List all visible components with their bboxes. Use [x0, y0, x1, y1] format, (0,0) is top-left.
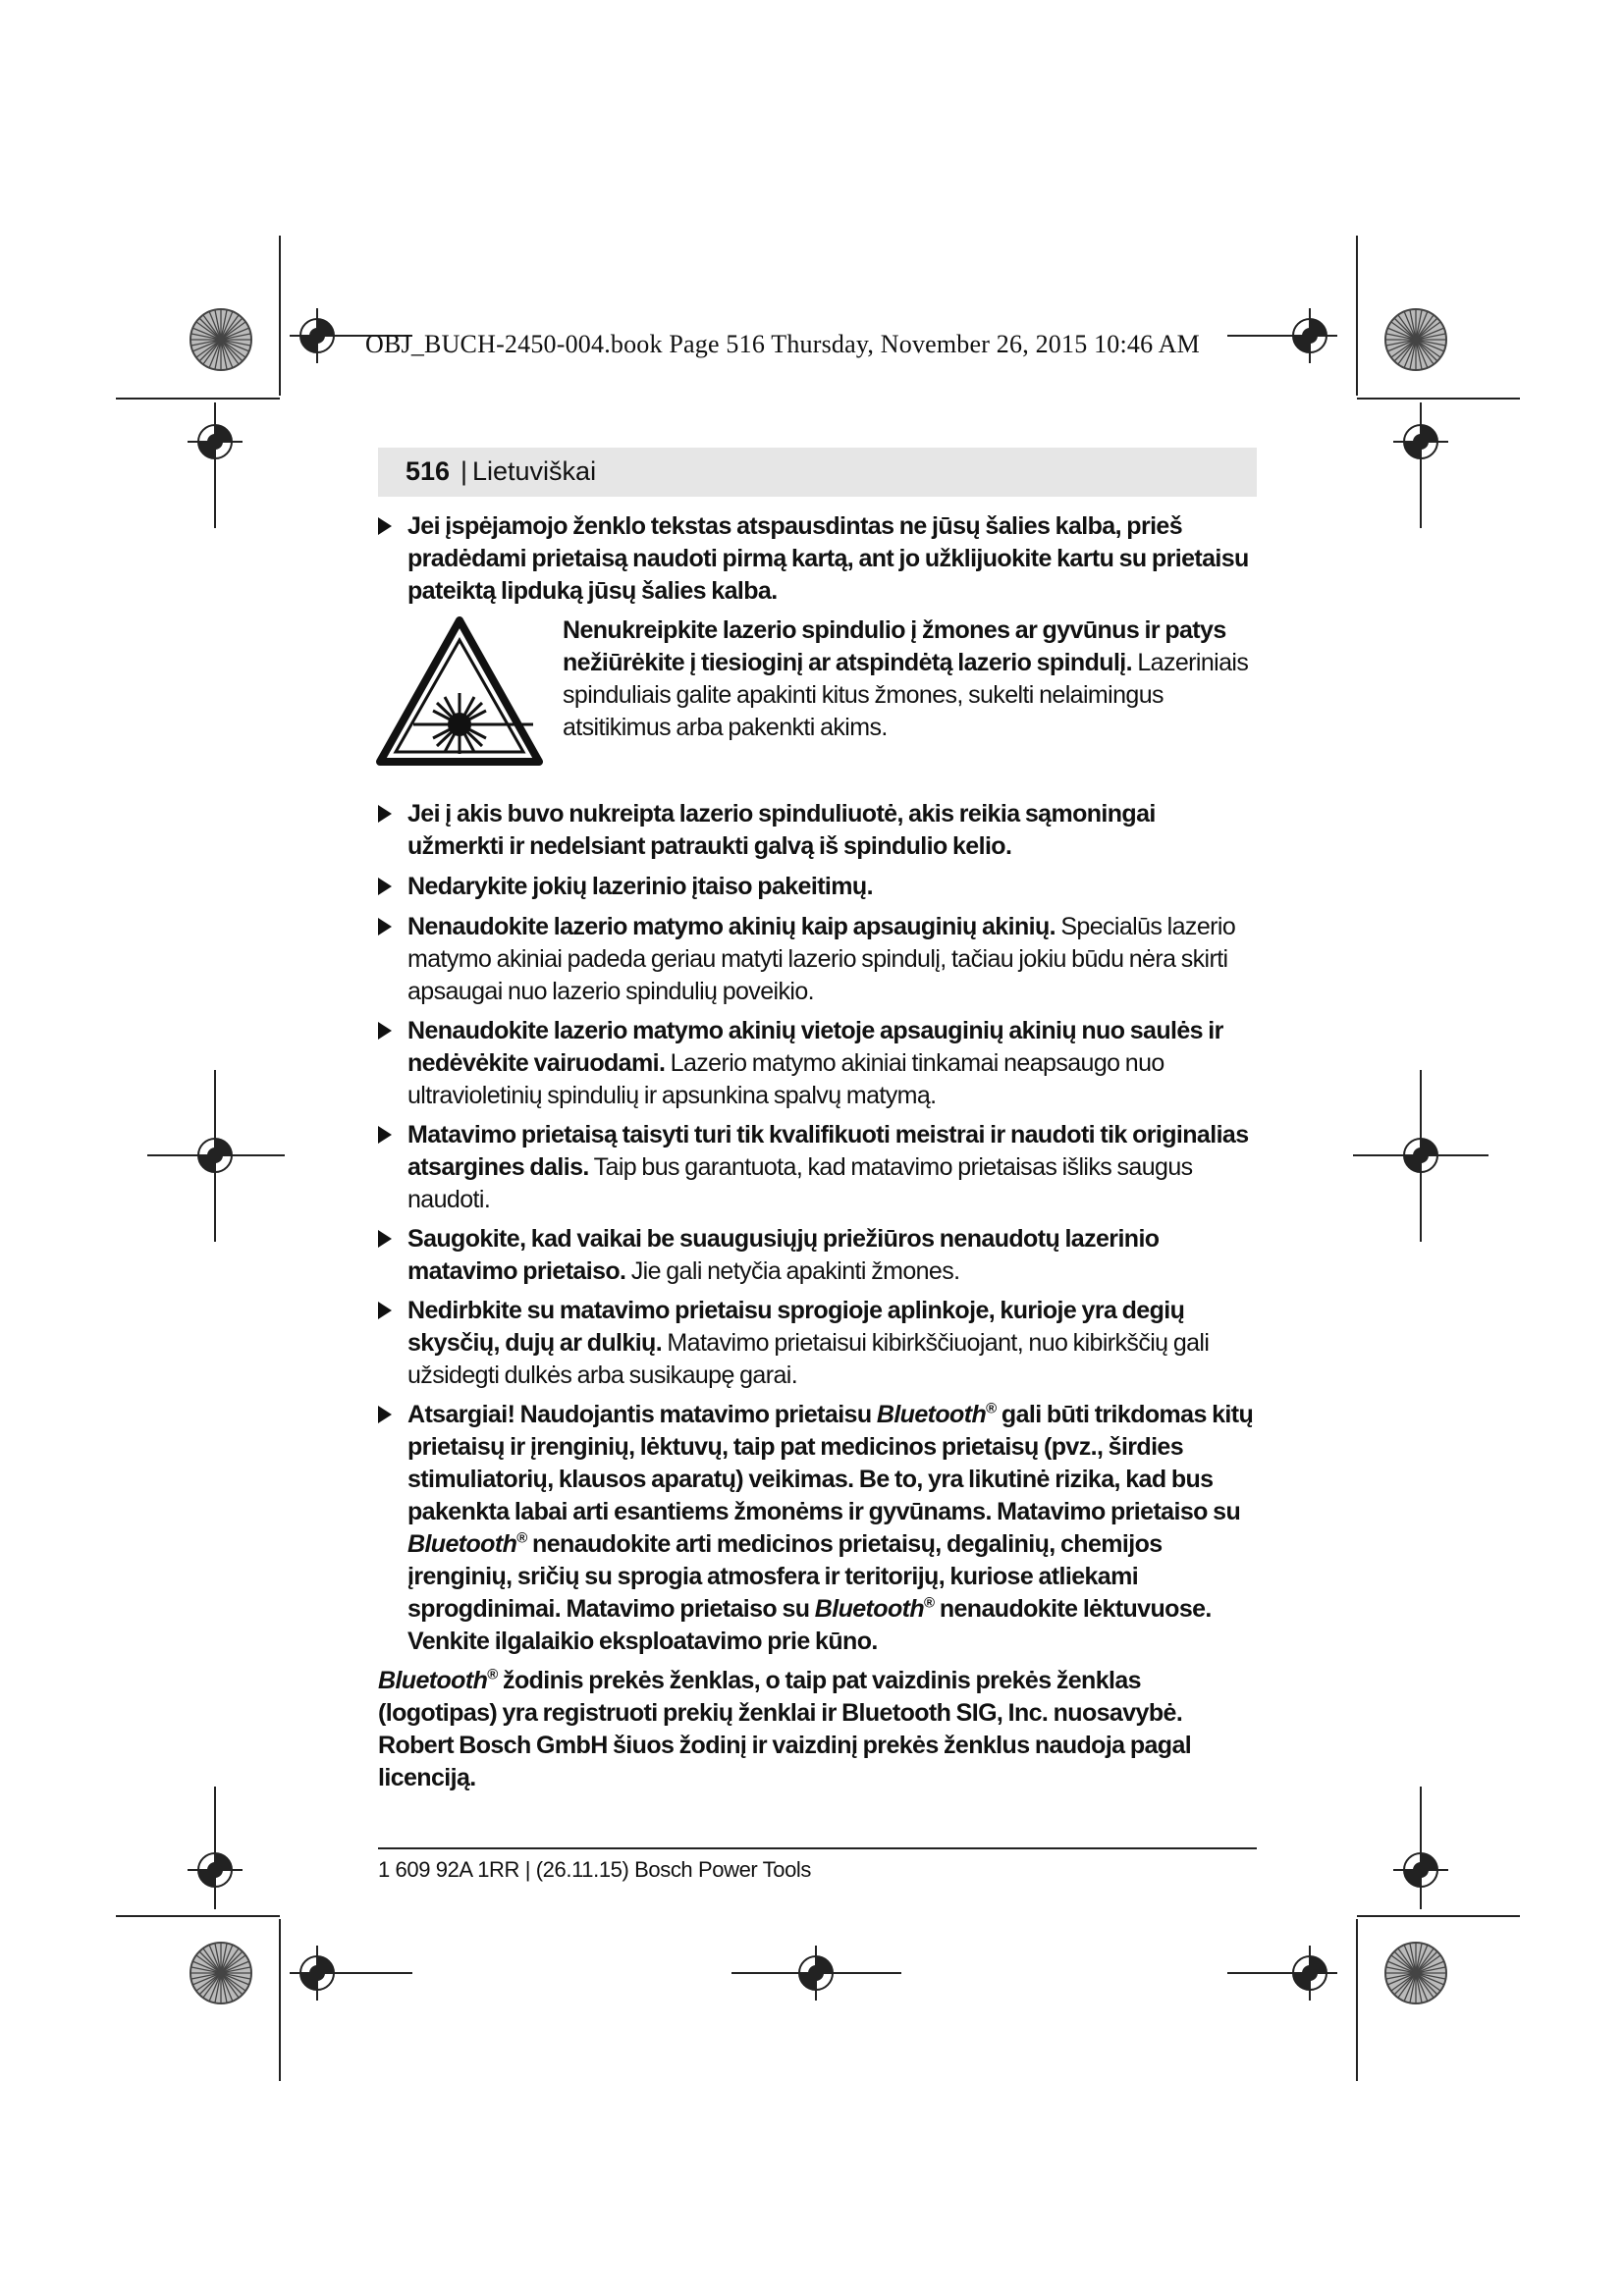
laser-warning-triangle-icon	[376, 616, 543, 766]
bt-warning-part3: nenaudokite arti medicinos prietaisų, degalinių, chemijos įrenginių, sričių su sprogia atmosfera ir teritorijų, kuriose atliekami sprogdinimai. Matavimo prietaiso su	[407, 1530, 1163, 1623]
triangle-bullet-icon	[378, 1406, 392, 1423]
triangle-bullet-icon	[378, 878, 392, 895]
bt-warning-part1: Atsargiai! Naudojantis matavimo prietaisu	[407, 1401, 877, 1428]
page-header-bar	[378, 448, 1257, 497]
bullet-bold-text: Nedirbkite su matavimo prietaisu sprogioje aplinkoje, kurioje yra degių skysčių, dujų ar dulkių.	[407, 1297, 1185, 1357]
trademark-text: žodinis prekės ženklas, o taip pat vaizdinis prekės ženklas (logotipas) yra registruoti prekių ženklai ir Bluetooth SIG, Inc. nuosavybė. Robert Bosch GmbH šiuos žodinį ir vaizdinį prekės ženklus naudoja pagal licenciją.	[378, 1667, 1192, 1791]
bullet-normal-text: Taip bus garantuota, kad matavimo prietaisas išliks saugus naudoti.	[407, 1153, 1193, 1213]
bullet-normal-text: Jie gali netyčia apakinti žmones.	[625, 1257, 960, 1285]
triangle-bullet-icon	[378, 805, 392, 823]
list-item	[378, 1223, 1257, 1288]
laser-warning-text	[563, 614, 1257, 744]
bullet-normal-text: Specialūs lazerio matymo akiniai padeda geriau matyti lazerio spindulį, tačiau jokiu būdu nėra skirti apsaugai nuo lazerio spindulių poveikio.	[407, 913, 1236, 1005]
bluetooth-warning-text	[407, 1399, 1257, 1658]
bullet-bold-text: Matavimo prietaisą taisyti turi tik kvalifikuoti meistrai ir naudoti tik originalias atsargines dalis.	[407, 1121, 1249, 1181]
list-item	[378, 1295, 1257, 1392]
bullet-normal-text: Matavimo prietaisui kibirkščiuojant, nuo kibirkščių gali užsidegti dulkės arba susikaupę garai.	[407, 1329, 1210, 1389]
bluetooth-term: Bluetooth	[378, 1667, 488, 1694]
header-language: Lietuviškai	[472, 456, 597, 486]
registration-mark-icon: ®	[487, 1666, 498, 1683]
list-item	[378, 1399, 1257, 1658]
triangle-bullet-icon	[378, 1126, 392, 1144]
list-item	[378, 1119, 1257, 1216]
bt-warning-part2: gali būti trikdomas kitų prietaisų ir įrenginių, lėktuvų, taip pat medicinos prietaisų (pvz., širdies stimuliatorių, klausos aparatų) veikimas. Be to, yra likutinė rizika, kad bus pakenkta labai arti esantiems žmonėms ir gyvūnams. Matavimo prietaiso su	[407, 1401, 1254, 1525]
bullet-bold-text: Jei į akis buvo nukreipta lazerio spinduliuotė, akis reikia sąmoningai užmerkti ir nedelsiant patraukti galvą iš spindulio kelio.	[407, 800, 1156, 860]
bullet-bold-text: Nenaudokite lazerio matymo akinių vietoje apsauginių akinių nuo saulės ir nedėvėkite vairuodami.	[407, 1017, 1223, 1077]
triangle-bullet-icon	[378, 1022, 392, 1040]
registration-mark-icon: ®	[986, 1400, 997, 1417]
header-separator: |	[460, 456, 468, 486]
list-item	[378, 510, 1257, 609]
bullet-bold-text: Jei įspėjamojo ženklo tekstas atspausdintas ne jūsų šalies kalba, prieš pradėdami prietaisą naudoti pirmą kartą, ant jo užklijuokite kartu su prietaisu pateiktą lipduką jūsų šalies kalba.	[407, 512, 1249, 605]
footer-text: 1 609 92A 1RR | (26.11.15) Bosch Power Tools	[378, 1857, 812, 1882]
bullet-bold-text: Nedarykite jokių lazerinio įtaiso pakeitimų.	[407, 873, 873, 900]
bullet-normal-text: Lazerio matymo akiniai tinkamai neapsaugo nuo ultravioletinių spindulių ir apsunkina spalvų matymą.	[407, 1049, 1164, 1109]
triangle-bullet-icon	[378, 1302, 392, 1319]
list-item	[378, 911, 1257, 1008]
laser-warning-bold: Nenukreipkite lazerio spindulio į žmones ar gyvūnus ir patys nežiūrėkite į tiesioginį ar atspindėtą lazerio spindulį.	[563, 616, 1226, 676]
registration-mark-icon: ®	[924, 1594, 935, 1612]
print-header: OBJ_BUCH-2450-004.book Page 516 Thursday, November 26, 2015 10:46 AM	[365, 330, 1200, 358]
bluetooth-term: Bluetooth	[407, 1530, 517, 1558]
triangle-bullet-icon	[378, 517, 392, 535]
registration-mark-icon: ®	[516, 1529, 527, 1547]
bluetooth-term: Bluetooth	[876, 1401, 987, 1428]
laser-warning-normal: Lazeriniais spinduliais galite apakinti kitus žmones, sukelti nelaimingus atsitikimus arba pakenkti akims.	[563, 649, 1249, 741]
page-number: 516	[406, 456, 451, 486]
triangle-bullet-icon	[378, 918, 392, 935]
bullet-bold-text: Nenaudokite lazerio matymo akinių kaip apsauginių akinių.	[407, 913, 1056, 940]
trademark-paragraph	[378, 1665, 1257, 1794]
bluetooth-term: Bluetooth	[814, 1595, 925, 1623]
bt-warning-part4: nenaudokite lėktuvuose. Venkite ilgalaikio eksploatavimo prie kūno.	[407, 1595, 1212, 1655]
bullet-bold-text: Saugokite, kad vaikai be suaugusiųjų priežiūros nenaudotų lazerinio matavimo prietaiso.	[407, 1225, 1160, 1285]
list-item	[378, 798, 1257, 863]
list-item	[378, 871, 1257, 903]
footer-divider	[378, 1847, 1257, 1849]
list-item	[378, 1015, 1257, 1112]
triangle-bullet-icon	[378, 1230, 392, 1248]
